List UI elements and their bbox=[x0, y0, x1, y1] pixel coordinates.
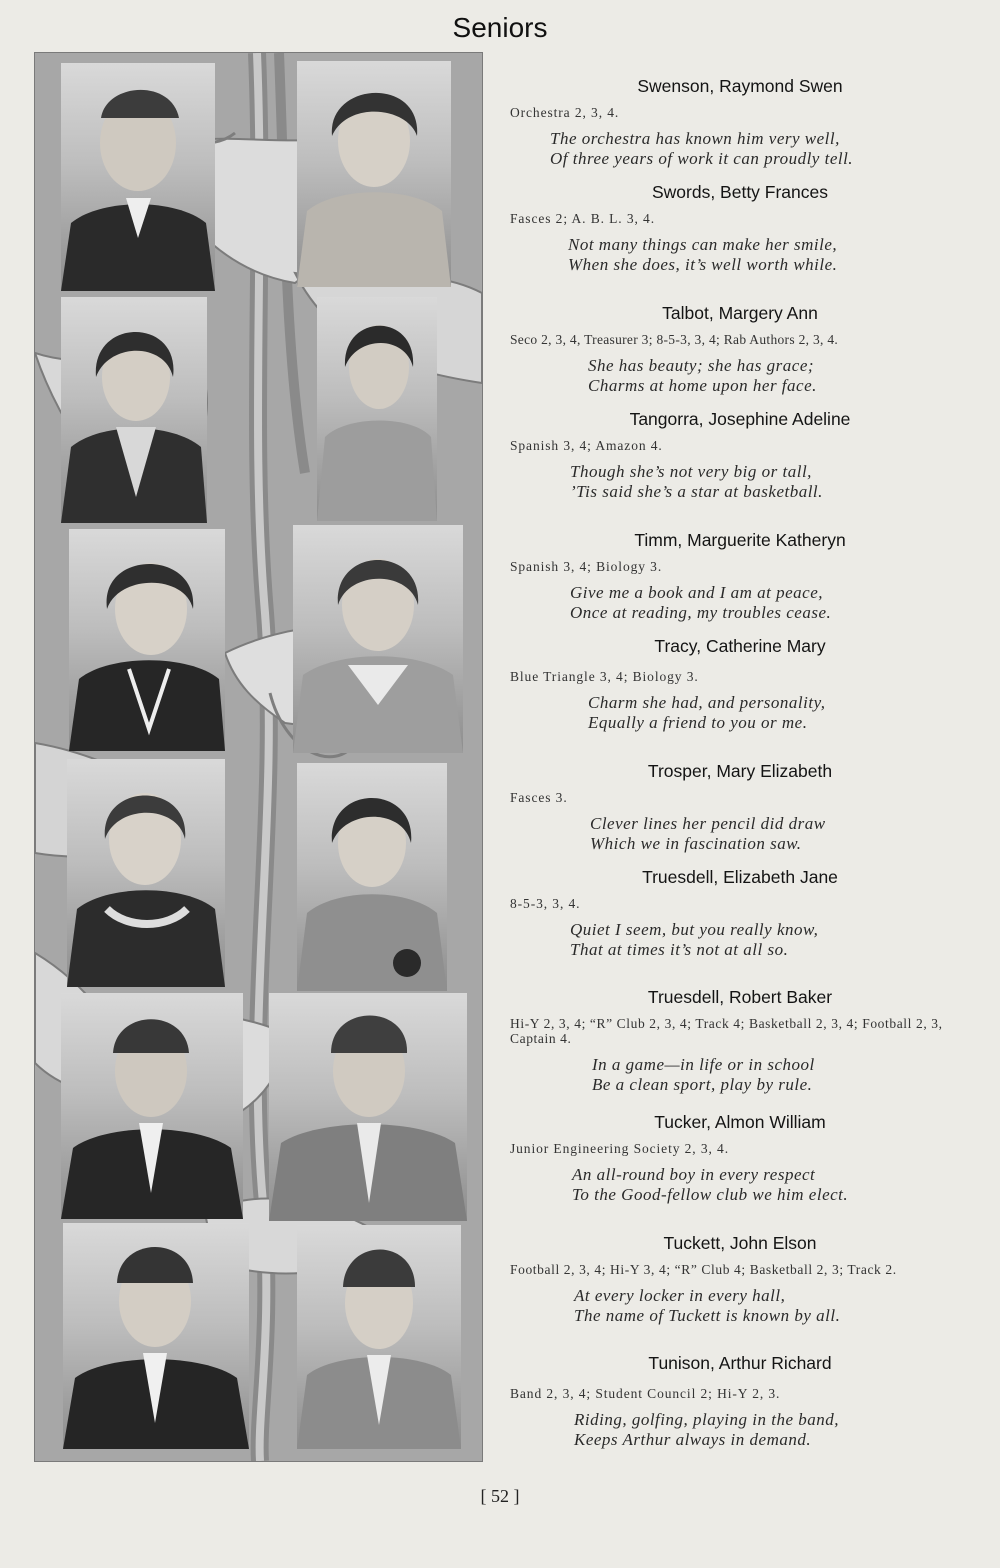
verse-line-2: The name of Tuckett is known by all. bbox=[574, 1306, 841, 1325]
portrait-tunison bbox=[297, 1225, 461, 1449]
verse-line-2: Once at reading, my troubles cease. bbox=[570, 603, 832, 622]
verse-line-2: That at times it’s not at all so. bbox=[570, 940, 789, 959]
portrait-truesdell-robert bbox=[61, 993, 243, 1219]
senior-activities: Football 2, 3, 4; Hi-Y 3, 4; “R” Club 4; Basketball 2, 3; Track 2. bbox=[510, 1262, 897, 1277]
verse-line-1: Clever lines her pencil did draw bbox=[590, 814, 826, 833]
portrait-trosper bbox=[67, 759, 225, 987]
verse-line-1: Charm she had, and personality, bbox=[588, 693, 826, 712]
portrait-swenson bbox=[61, 63, 215, 291]
verse-line-1: Riding, golfing, playing in the band, bbox=[574, 1410, 839, 1429]
senior-entry-swords bbox=[510, 182, 970, 275]
senior-verse bbox=[568, 235, 970, 275]
portrait-talbot bbox=[61, 297, 207, 523]
senior-activities: Fasces 2; A. B. L. 3, 4. bbox=[510, 211, 655, 226]
senior-entry-tuckett bbox=[510, 1233, 970, 1326]
verse-line-2: ’Tis said she’s a star at basketball. bbox=[570, 482, 823, 501]
senior-verse bbox=[590, 814, 970, 854]
senior-name: Tunison, Arthur Richard bbox=[648, 1353, 832, 1373]
senior-activities: Orchestra 2, 3, 4. bbox=[510, 105, 620, 120]
senior-activities: Blue Triangle 3, 4; Biology 3. bbox=[510, 669, 699, 684]
senior-verse bbox=[550, 129, 970, 169]
verse-line-2: Keeps Arthur always in demand. bbox=[574, 1430, 812, 1449]
portrait-tangorra bbox=[317, 297, 437, 521]
verse-line-1: An all-round boy in every respect bbox=[572, 1165, 816, 1184]
verse-line-1: The orchestra has known him very well, bbox=[550, 129, 840, 148]
senior-verse bbox=[572, 1165, 970, 1205]
portrait-truesdell-elizabeth bbox=[297, 763, 447, 991]
senior-activities: Spanish 3, 4; Amazon 4. bbox=[510, 438, 663, 453]
senior-name: Swords, Betty Frances bbox=[651, 182, 829, 202]
senior-activities: Seco 2, 3, 4, Treasurer 3; 8-5-3, 3, 4; Rab Authors 2, 3, 4. bbox=[510, 332, 839, 347]
verse-line-1: Not many things can make her smile, bbox=[568, 235, 838, 254]
senior-entry-tangorra bbox=[510, 409, 970, 502]
senior-verse bbox=[574, 1286, 970, 1326]
verse-line-2: Equally a friend to you or me. bbox=[588, 713, 808, 732]
page-number: [ 52 ] bbox=[480, 1486, 520, 1506]
senior-activities: Junior Engineering Society 2, 3, 4. bbox=[510, 1141, 729, 1156]
senior-name: Tracy, Catherine Mary bbox=[654, 636, 826, 656]
senior-activities: 8-5-3, 3, 4. bbox=[510, 896, 581, 911]
senior-activities: Fasces 3. bbox=[510, 790, 568, 805]
senior-name: Tuckett, John Elson bbox=[663, 1233, 817, 1253]
senior-name: Truesdell, Robert Baker bbox=[647, 987, 833, 1007]
portrait-tucker bbox=[269, 993, 467, 1221]
senior-activities: Spanish 3, 4; Biology 3. bbox=[510, 559, 663, 574]
verse-line-1: Quiet I seem, but you really know, bbox=[570, 920, 819, 939]
page-title: Seniors bbox=[452, 12, 548, 43]
senior-entry-talbot bbox=[510, 303, 970, 396]
verse-line-1: In a game—in life or in school bbox=[592, 1055, 815, 1074]
senior-verse bbox=[588, 693, 970, 733]
portrait-panel bbox=[34, 52, 483, 1462]
verse-line-2: Of three years of work it can proudly tell. bbox=[550, 149, 854, 168]
senior-activities: Band 2, 3, 4; Student Council 2; Hi-Y 2, 3. bbox=[510, 1386, 781, 1401]
senior-entry-swenson bbox=[510, 76, 970, 169]
verse-line-2: To the Good-fellow club we him elect. bbox=[572, 1185, 849, 1204]
portrait-tuckett bbox=[63, 1223, 249, 1449]
senior-verse bbox=[592, 1055, 970, 1095]
senior-entry-tunison bbox=[510, 1353, 970, 1450]
verse-line-2: Which we in fascination saw. bbox=[590, 834, 802, 853]
senior-name: Timm, Marguerite Katheryn bbox=[634, 530, 846, 550]
senior-verse bbox=[570, 920, 970, 960]
senior-verse bbox=[570, 583, 970, 623]
senior-verse bbox=[574, 1410, 970, 1450]
senior-name: Truesdell, Elizabeth Jane bbox=[642, 867, 838, 887]
verse-line-1: Though she’s not very big or tall, bbox=[570, 462, 812, 481]
senior-entry-trosper bbox=[510, 761, 970, 854]
portrait-timm bbox=[69, 529, 225, 751]
senior-verse bbox=[588, 356, 970, 396]
verse-line-2: When she does, it’s well worth while. bbox=[568, 255, 838, 274]
portrait-swords bbox=[297, 61, 451, 287]
senior-entry-truesdell-robert bbox=[510, 987, 970, 1095]
senior-activities: Hi-Y 2, 3, 4; “R” Club 2, 3, 4; Track 4; Basketball 2, 3, 4; Football 2, 3, Captain 4. bbox=[510, 1016, 943, 1046]
senior-name: Talbot, Margery Ann bbox=[662, 303, 818, 323]
senior-name: Tangorra, Josephine Adeline bbox=[629, 409, 851, 429]
verse-line-2: Charms at home upon her face. bbox=[588, 376, 817, 395]
senior-entry-truesdell-elizabeth bbox=[510, 867, 970, 960]
verse-line-1: At every locker in every hall, bbox=[574, 1286, 786, 1305]
senior-name: Tucker, Almon William bbox=[654, 1112, 826, 1132]
senior-name: Swenson, Raymond Swen bbox=[637, 76, 843, 96]
senior-name: Trosper, Mary Elizabeth bbox=[647, 761, 833, 781]
senior-verse bbox=[570, 462, 970, 502]
verse-line-1: She has beauty; she has grace; bbox=[588, 356, 815, 375]
portrait-tracy bbox=[293, 525, 463, 753]
senior-entry-tucker bbox=[510, 1112, 970, 1205]
senior-entry-tracy bbox=[510, 636, 970, 733]
verse-line-2: Be a clean sport, play by rule. bbox=[592, 1075, 813, 1094]
senior-entry-timm bbox=[510, 530, 970, 623]
verse-line-1: Give me a book and I am at peace, bbox=[570, 583, 824, 602]
